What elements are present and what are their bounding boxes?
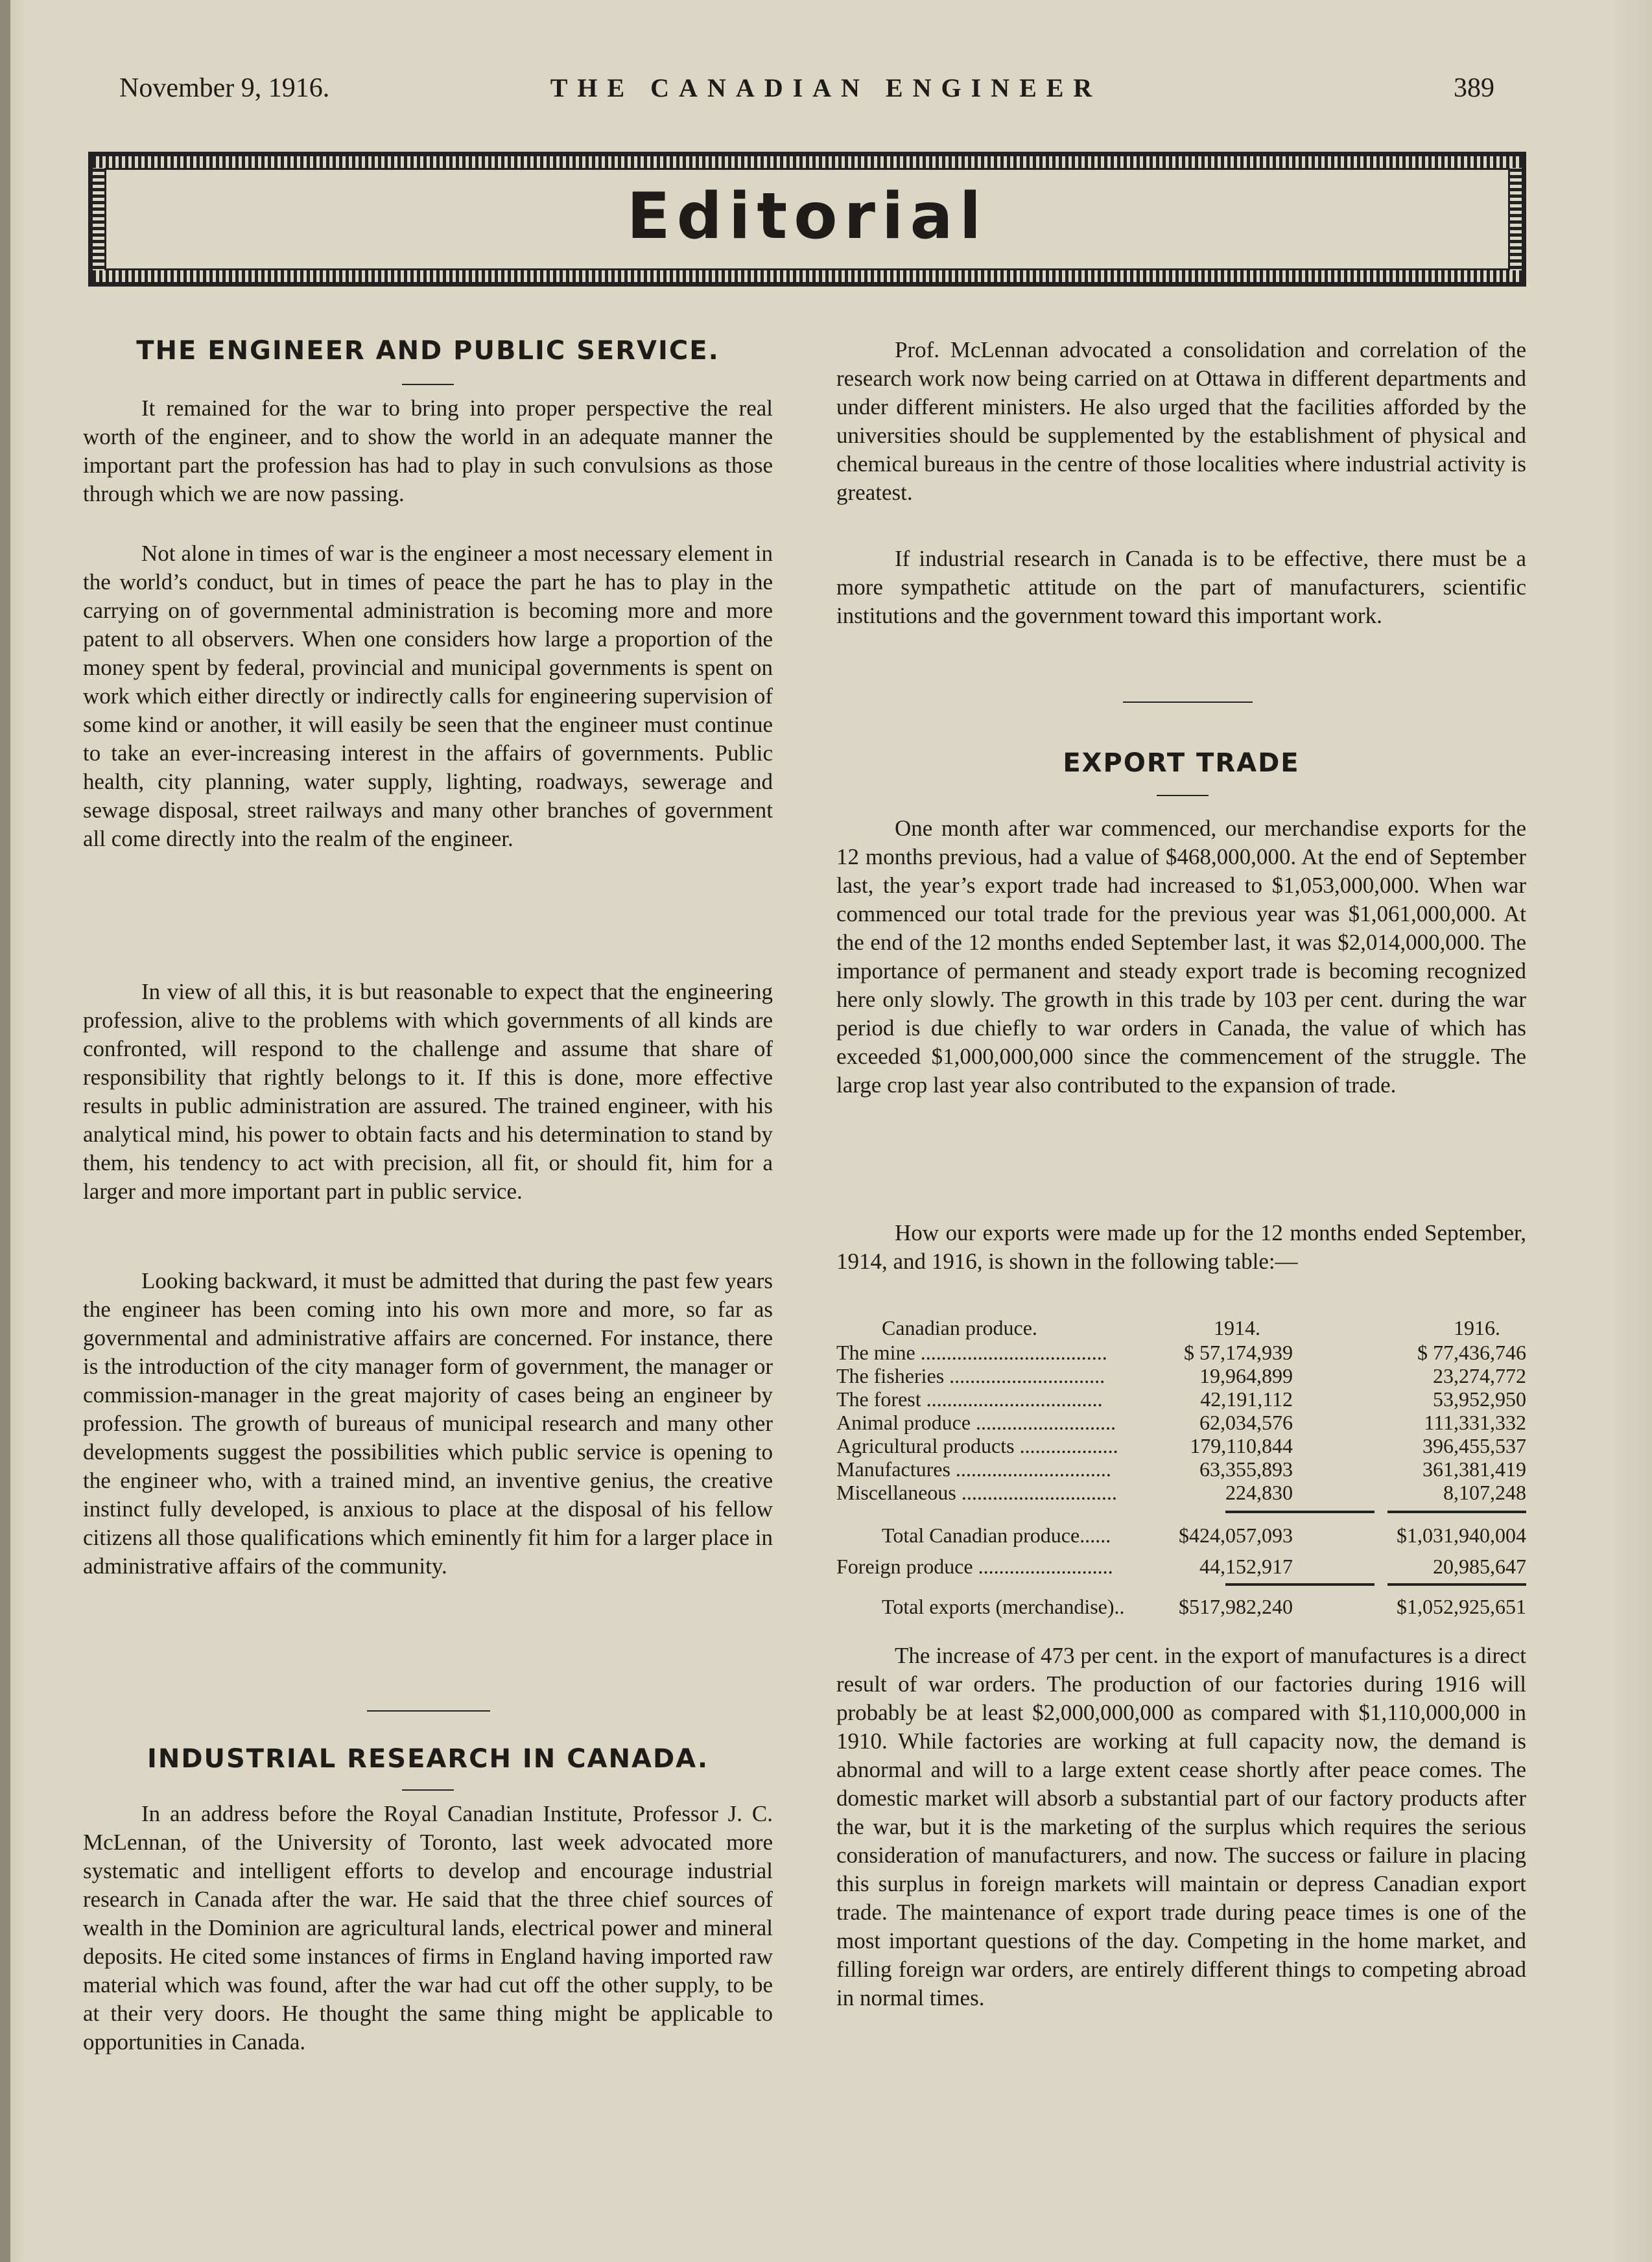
table-sum-rule [1225, 1511, 1375, 1513]
table-row [836, 1387, 1526, 1412]
row-label: Foreign produce .......................... [836, 1555, 1113, 1578]
article-heading-research: INDUSTRIAL RESEARCH IN CANADA. [147, 1744, 709, 1774]
table-sum-rule [1387, 1583, 1526, 1586]
value-1916: 23,274,772 [1433, 1364, 1526, 1387]
table-row [836, 1411, 1526, 1435]
paragraph: If industrial research in Canada is to be effective, there must be a more sympathetic attitude on the part of manufacturers, scientific institutions and the government toward this important work. [836, 546, 1526, 628]
table-row [836, 1481, 1526, 1505]
value-1916: 20,985,647 [1433, 1555, 1526, 1578]
row-label: The forest .................................. [836, 1387, 1103, 1411]
table-sum-rule [1387, 1511, 1526, 1513]
row-label: The fisheries .............................. [836, 1364, 1105, 1387]
column-header-1914: 1914. [1214, 1316, 1260, 1339]
value-1916: 111,331,332 [1424, 1411, 1526, 1434]
article-heading-engineer: THE ENGINEER AND PUBLIC SERVICE. [136, 336, 720, 366]
paragraph: It remained for the war to bring into proper perspective the real worth of the engineer, and to show the world in an adequate manner the important part the profession has had to play in such convulsions as those through which we are now passing. [83, 395, 773, 506]
paragraph: In an address before the Royal Canadian Institute, Professor J. C. McLennan, of the University of Toronto, last week advocated more systematic and intelligent efforts to develop and encourage industrial research in Canada after the war. He said that the three chief sources of wealth in the Dominion are agricultural lands, electrical power and mineral deposits. He cited some instances of firms in England having imported raw material which was found, after the war had cut off the other supply, to be at their very doors. He thought the same thing might be applicable to opportunities in Canada. [83, 1801, 773, 2055]
value-1914: 42,191,112 [1200, 1387, 1293, 1411]
banner-title: Editorial [626, 180, 988, 253]
section-divider [367, 1710, 490, 1712]
value-1914: 19,964,899 [1199, 1364, 1293, 1387]
value-1916: $ 77,436,746 [1417, 1341, 1526, 1364]
value-1916: 361,381,419 [1422, 1457, 1526, 1481]
table-grand-total-row [836, 1595, 1526, 1620]
value-1916: 8,107,248 [1443, 1481, 1526, 1504]
value-1914: 179,110,844 [1190, 1434, 1293, 1457]
table-row [836, 1364, 1526, 1389]
heading-rule [402, 1789, 454, 1791]
paragraph: Not alone in times of war is the engineer a most necessary element in the world’s conduct, but in times of peace the part he has to play in the carrying on of governmental administration is becoming more and more patent to all observers. When one considers how large a proportion of the money spent by federal, provincial and municipal governments is spent on work which either directly or indirectly calls for engineering supervision of some kind or another, it will easily be seen that the engineer must continue to take an ever-increasing interest in the affairs of governments. Public health, city planning, water supply, lighting, roadways, sewerage and sewage disposal, street railways and many other branches of government all come directly into the realm of the engineer. [83, 541, 773, 851]
column-header-1916: 1916. [1454, 1316, 1500, 1339]
row-label: Manufactures .............................. [836, 1457, 1111, 1481]
value-1914: 44,152,917 [1199, 1555, 1293, 1578]
row-label: Agricultural products ................... [836, 1434, 1118, 1457]
table-row [836, 1434, 1526, 1459]
journal-title: THE CANADIAN ENGINEER [550, 73, 1102, 102]
value-1914: $ 57,174,939 [1184, 1341, 1293, 1364]
value-1916: 396,455,537 [1422, 1434, 1526, 1457]
value-1914: $424,057,093 [1179, 1524, 1293, 1547]
issue-date: November 9, 1916. [119, 73, 330, 103]
value-1914: $517,982,240 [1179, 1595, 1293, 1618]
heading-rule [1157, 795, 1209, 796]
paragraph: The increase of 473 per cent. in the export of manufactures is a direct result of war orders. The production of our factories during 1916 will probably be at least $2,000,000,000 as compared with $1,110,000,000 in 1910. While factories are working at full capacity now, the demand is abnormal and will to a large extent cease shortly after peace comes. The domestic market will absorb a substantial part of our factory products after the war, but it is the marketing of the surplus which requires the serious consideration of manufacturers, and now. The success or failure in placing this surplus in foreign markets will maintain or depress Canadian export trade. The maintenance of export trade during peace times is one of the most important questions of the day. Competing in the home market, and filling foreign war orders, are entirely different things to competing abroad in normal times. [836, 1643, 1526, 2010]
paragraph: Looking backward, it must be admitted that during the past few years the engineer has been coming into his own more and more, so far as governmental and administrative affairs are concerned. For instance, there is the introduction of the city manager form of government, the manager or commission-manager in the great majority of cases being an engineer by profession. The growth of bureaus of municipal research and many other developments suggest the possibilities which public service is opening to the engineer who, with a trained mind, an inventive genius, the creative instinct fully developed, is anxious to place at the disposal of his fellow citizens all those qualifications which eminently fit him for a larger place in administrative affairs of the community. [83, 1268, 773, 1579]
page-number: 389 [1454, 73, 1494, 103]
row-label: Miscellaneous .............................. [836, 1481, 1117, 1504]
article-heading-export: EXPORT TRADE [1063, 748, 1300, 778]
row-label: The mine .................................... [836, 1341, 1107, 1364]
row-label: Total Canadian produce...... [882, 1524, 1111, 1547]
paragraph: Prof. McLennan advocated a consolidation and correlation of the research work now being carried on at Ottawa in different departments and under different ministers. He also urged that the facilities afforded by the universities should be supplemented by the establishment of physical and chemical bureaus in the centre of those localities where industrial activity is greatest. [836, 337, 1526, 505]
row-label: Animal produce ........................... [836, 1411, 1116, 1434]
table-row [836, 1457, 1526, 1482]
value-1914: 62,034,576 [1199, 1411, 1293, 1434]
export-table [836, 1316, 1526, 1627]
value-1914: 224,830 [1225, 1481, 1293, 1504]
row-label: Total exports (merchandise).. [882, 1595, 1125, 1618]
value-1914: 63,355,893 [1199, 1457, 1293, 1481]
table-row [836, 1341, 1526, 1365]
section-divider [1123, 701, 1253, 703]
table-header-row [836, 1316, 1526, 1341]
table-row [836, 1555, 1526, 1579]
running-header [0, 73, 1652, 112]
value-1916: $1,031,940,004 [1397, 1524, 1526, 1547]
heading-rule [402, 384, 454, 385]
value-1916: $1,052,925,651 [1397, 1595, 1526, 1618]
binding-gutter [0, 0, 10, 2262]
paragraph: One month after war commenced, our merchandise exports for the 12 months previous, had a value of $468,000,000. At the end of September last, the year’s export trade had increased to $1,053,000,000. When war commenced our total trade for the previous year was $1,061,000,000. At the end of the 12 months ended September last, it was $2,014,000,000. The importance of permanent and steady export trade is becoming recognized here only slowly. The growth in this trade by 103 per cent. during the war period is due chiefly to war orders in Canada, the value of which has exceeded $1,000,000,000 since the commencement of the struggle. The large crop last year also contributed to the expansion of trade. [836, 816, 1526, 1098]
table-caption: Canadian produce. [882, 1316, 1037, 1339]
table-total-row [836, 1524, 1526, 1548]
value-1916: 53,952,950 [1433, 1387, 1526, 1411]
editorial-banner [88, 152, 1526, 287]
paragraph: How our exports were made up for the 12 months ended September, 1914, and 1916, is shown in the following table:— [836, 1220, 1526, 1274]
paragraph: In view of all this, it is but reasonable to expect that the engineering profession, alive to the problems with which governments of all kinds are confronted, will respond to the challenge and assume that share of responsibility that rightly belongs to it. If this is done, more effective results in public administration are assured. The trained engineer, with his analytical mind, his power to obtain facts and his determination to stand by them, his tendency to act with precision, all fit, or should fit, him for a larger and more important part in public service. [83, 979, 773, 1204]
table-sum-rule [1225, 1583, 1375, 1586]
